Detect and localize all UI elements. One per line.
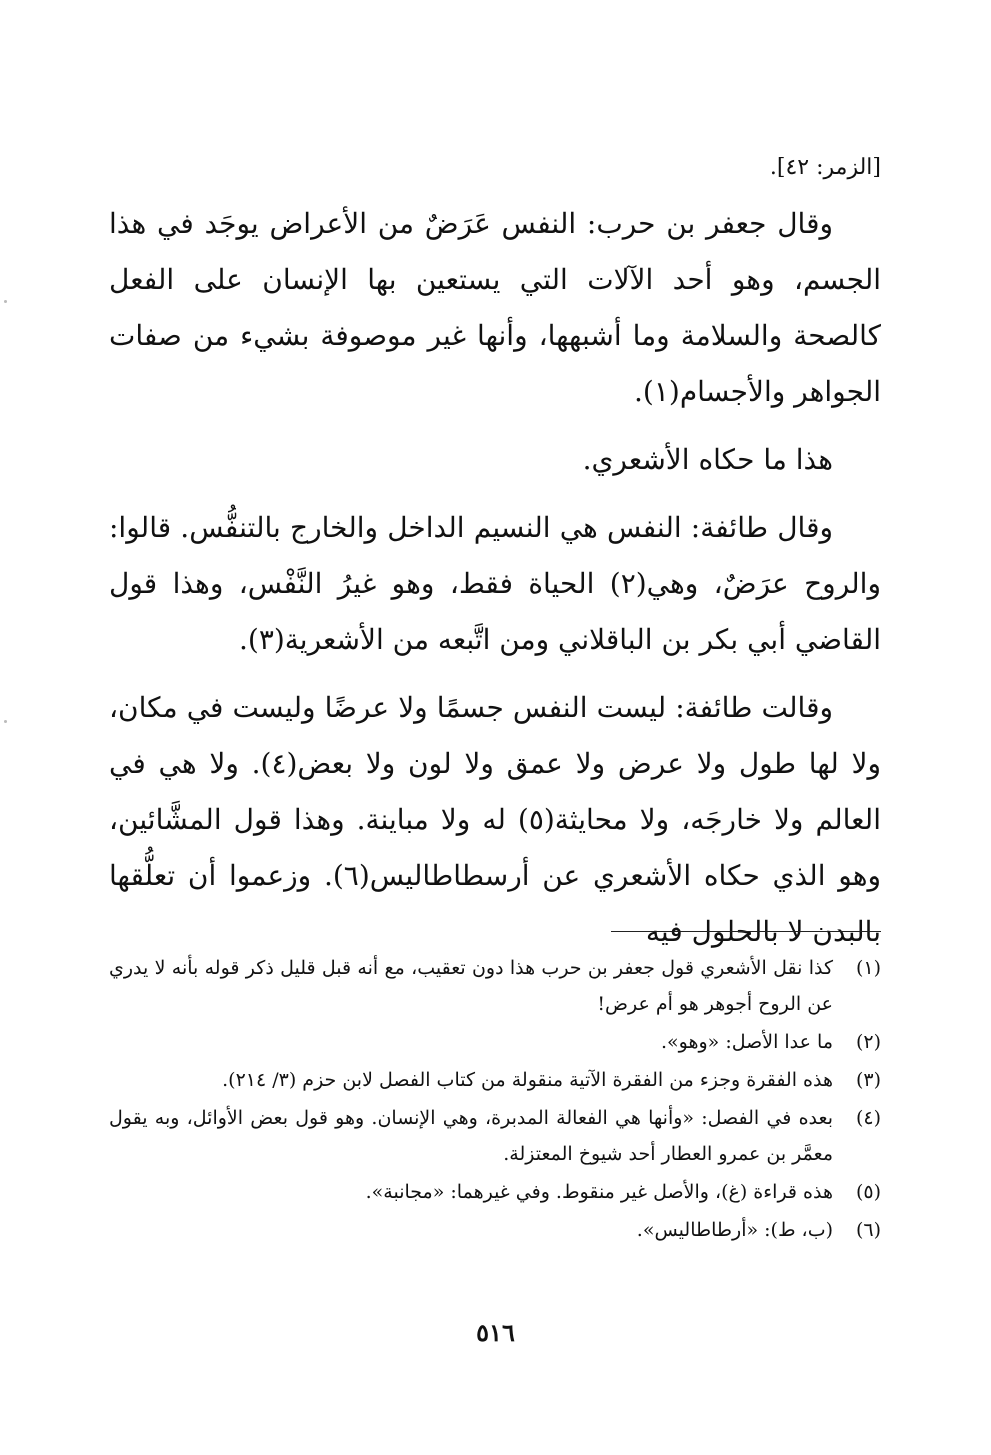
footnote-6 xyxy=(109,1212,881,1248)
quran-reference: [الزمر: ٤٢]. xyxy=(769,155,881,180)
footnote-text: بعده في الفصل: «وأنها هي الفعالة المدبرة، وهي الإنسان. وهو قول بعض الأوائل، وبه يقول معمَّر بن عمرو العطار أحد شيوخ المعتزلة. xyxy=(109,1107,833,1165)
paragraph-jafar: وقال جعفر بن حرب: النفس عَرَضٌ من الأعراض يوجَد في هذا الجسم، وهو أحد الآلات التي يستعين بها الإنسان على الفعل كالصحة والسلامة وما أشبهها، وأنها غير موصوفة بشيء من صفات الجواهر والأجسام(١). xyxy=(109,207,881,408)
footnote-number: (٣) xyxy=(855,1069,881,1091)
footnote-5 xyxy=(109,1174,881,1210)
footnote-text: هذه الفقرة وجزء من الفقرة الآتية منقولة من كتاب الفصل لابن حزم (٣/ ٢١٤). xyxy=(222,1069,833,1091)
scan-speck xyxy=(4,720,7,723)
footnote-1 xyxy=(109,950,881,1022)
footnote-number: (٦) xyxy=(855,1219,881,1241)
footnote-text: كذا نقل الأشعري قول جعفر بن حرب هذا دون تعقيب، مع أنه قبل قليل ذكر قوله بأنه لا يدري عن الروح أجوهر هو أم عرض! xyxy=(109,957,833,1015)
footnote-4 xyxy=(109,1100,881,1172)
paragraph-ashari: هذا ما حكاه الأشعري. xyxy=(582,443,833,476)
footnote-number: (١) xyxy=(855,957,881,979)
page-number: ٥١٦ xyxy=(476,1318,515,1347)
footnote-number: (٤) xyxy=(855,1107,881,1129)
footnote-2 xyxy=(109,1024,881,1060)
footnote-text: (ب، ط): «أرطاطاليس». xyxy=(636,1219,833,1241)
footnote-number: (٥) xyxy=(855,1181,881,1203)
paragraph-peripatetics: وقالت طائفة: ليست النفس جسمًا ولا عرضًا وليست في مكان، ولا لها طول ولا عرض ولا عمق ولا لون ولا بعض(٤). ولا هي في العالم ولا خارجَه، ولا محايثة(٥) له ولا مباينة. وهذا قول المشَّائين، وهو الذي حكاه الأشعري عن أرسطاطاليس(٦). وزعموا أن تعلُّقها بالبدن لا بالحلول فيه xyxy=(109,691,882,948)
footnote-3 xyxy=(109,1062,881,1098)
footnote-number: (٢) xyxy=(855,1031,881,1053)
footnote-separator xyxy=(611,931,881,932)
main-text xyxy=(109,196,881,972)
footnotes xyxy=(109,950,881,1250)
paragraph-breath: وقال طائفة: النفس هي النسيم الداخل والخارج بالتنفُّس. قالوا: والروح عرَضٌ، وهي(٢) الحياة فقط، وهو غيرُ النَّفْس، وهذا قول القاضي أبي بكر بن الباقلاني ومن اتَّبعه من الأشعرية(٣). xyxy=(109,511,881,656)
footnote-text: هذه قراءة (غ)، والأصل غير منقوط. وفي غيرهما: «مجانبة». xyxy=(365,1181,833,1203)
footnote-text: ما عدا الأصل: «وهو». xyxy=(660,1031,833,1053)
scan-speck xyxy=(4,300,7,303)
